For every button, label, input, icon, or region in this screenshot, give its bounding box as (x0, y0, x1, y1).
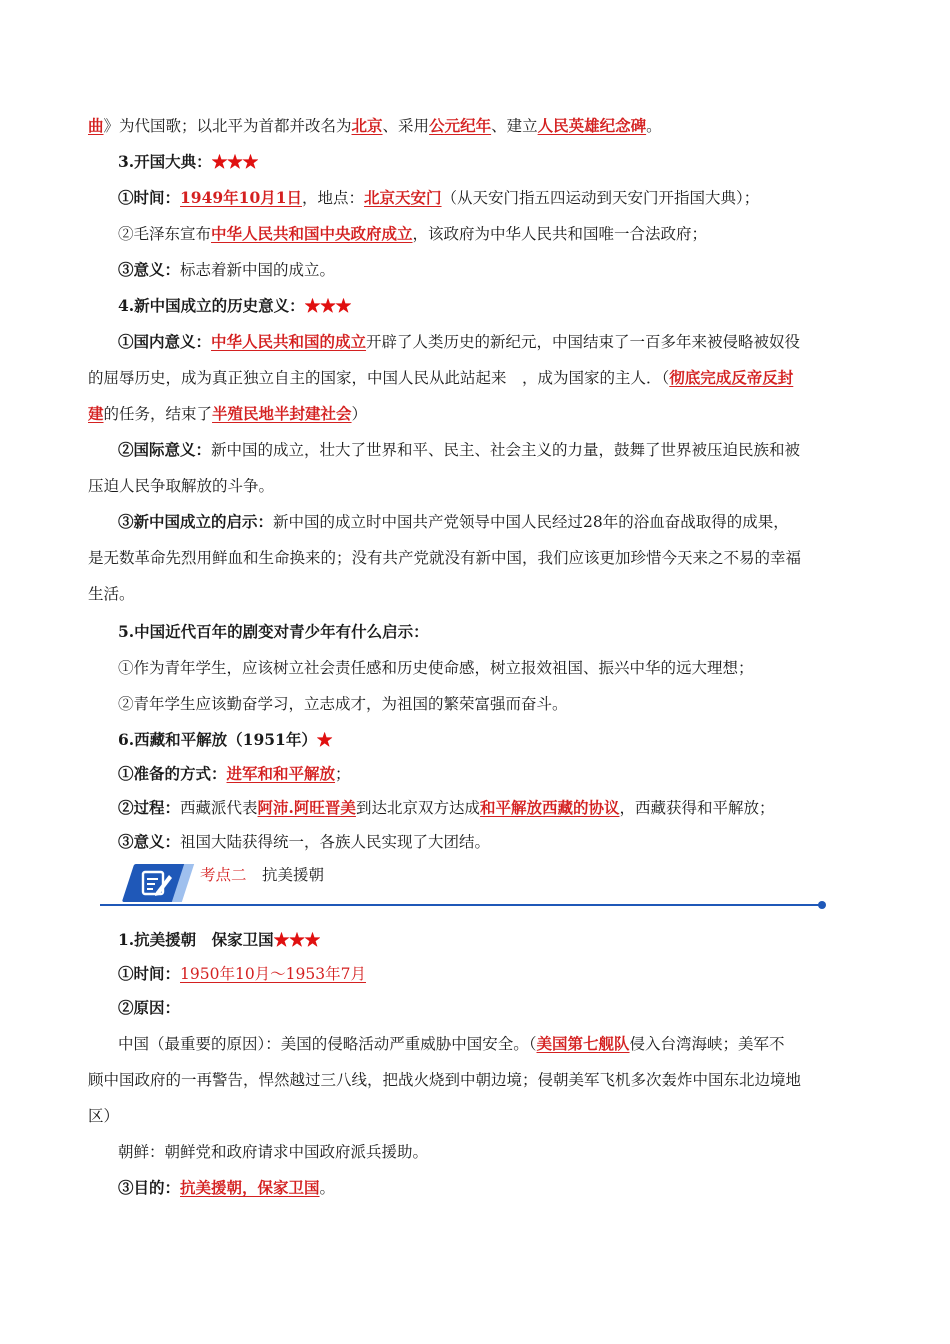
item-label: ①准备的方式： (118, 764, 227, 783)
section-heading (118, 152, 868, 172)
text: ； (335, 765, 351, 783)
paragraph-line (88, 548, 868, 568)
highlight: 彻底完成反帝反封 (669, 368, 794, 387)
highlight: 美国第七舰队 (536, 1034, 630, 1053)
importance-stars: ★★★ (304, 296, 352, 315)
kaodian-name: 抗美援朝 (262, 866, 325, 884)
item-label: ①时间： (118, 188, 181, 207)
highlight: 人民英雄纪念碑 (537, 116, 647, 135)
list-item (118, 658, 868, 678)
highlight: 北京天安门 (364, 188, 442, 207)
heading-text: 3.开国大典： (118, 152, 212, 171)
item-label: ②过程： (118, 798, 181, 817)
list-item (118, 798, 868, 818)
text: 标志着新中国的成立。 (180, 261, 336, 279)
kaodian-title (200, 865, 324, 885)
highlight: 抗美援朝，保家卫国 (180, 1178, 320, 1197)
text: 区） (88, 1107, 120, 1125)
paragraph-line (88, 584, 868, 604)
item-label: ③新中国成立的启示： (118, 512, 274, 531)
item-label: ①国内意义： (118, 332, 212, 351)
highlight: 北京 (351, 116, 383, 135)
paragraph-line (88, 1106, 868, 1126)
text: ②青年学生应该勤奋学习，立志成才，为祖国的繁荣富强而奋斗。 (118, 695, 568, 713)
text: 中国（最重要的原因）：美国的侵略活动严重威胁中国安全。（ (118, 1035, 537, 1053)
text: ，地点： (302, 189, 365, 207)
text: 新中国的成立时中国共产党领导中国人民经过28年的浴血奋战取得的成果， (273, 513, 789, 531)
text: 西藏派代表 (180, 799, 258, 817)
text: 侵入台湾海峡；美军不 (629, 1035, 785, 1053)
paragraph-line (88, 476, 868, 496)
text: 新中国的成立，壮大了世界和平、民主、社会主义的力量，鼓舞了世界被压迫民族和被 (211, 441, 801, 459)
highlight: 1949年10月1日 (180, 188, 303, 207)
highlight: 和平解放西藏的协议 (479, 798, 620, 817)
text: ①作为青年学生，应该树立社会责任感和历史使命感，树立报效祖国、振兴中华的远大理想； (118, 659, 754, 677)
heading-text: 5.中国近代百年的剧变对青少年有什么启示： (118, 622, 429, 641)
highlight: 建 (88, 404, 104, 423)
highlight: 1950年10月～1953年7月 (180, 965, 366, 983)
text: 是无数革命先烈用鲜血和生命换来的；没有共产党就没有新中国，我们应该更加珍惜今天来之不易的幸福 (88, 549, 802, 567)
heading-text: 1.抗美援朝 保家卫国 (118, 930, 274, 949)
text: 的任务，结束了 (103, 405, 213, 423)
paragraph-line (118, 440, 868, 460)
text: 、建立 (491, 117, 538, 135)
paragraph-line (88, 368, 868, 388)
section-heading (118, 296, 868, 316)
section-heading (118, 730, 868, 750)
text: ，西藏获得和平解放； (619, 799, 775, 817)
text: 。 (646, 117, 662, 135)
divider-endpoint (818, 901, 826, 909)
divider (100, 904, 822, 906)
list-item (118, 188, 868, 208)
text: 朝鲜：朝鲜党和政府请求中国政府派兵援助。 (118, 1143, 429, 1161)
text: 、采用 (382, 117, 430, 135)
item-label: ②国际意义： (118, 440, 212, 459)
list-item (118, 764, 868, 784)
list-item (118, 832, 868, 852)
section-heading (118, 930, 868, 950)
highlight: 阿沛.阿旺晋美 (257, 798, 356, 817)
list-item (118, 1178, 868, 1198)
text: 压迫人民争取解放的斗争。 (88, 477, 275, 495)
importance-stars: ★★★ (211, 152, 259, 171)
kaodian-number: 考点二 (200, 866, 247, 884)
text: 》为代国歌；以北平为首都并改名为 (103, 117, 352, 135)
paragraph-line (118, 1142, 868, 1162)
paragraph-line (88, 1070, 868, 1090)
text: 到达北京双方达成 (355, 799, 480, 817)
text: 开辟了人类历史的新纪元，中国结束了一百多年来被侵略被奴役 (366, 333, 801, 351)
paragraph-line (118, 512, 868, 532)
kaodian-banner (100, 864, 830, 910)
item-label: ③目的： (118, 1178, 181, 1197)
list-item (118, 694, 868, 714)
importance-stars: ★ (316, 730, 333, 749)
item-label: ③意义： (118, 260, 181, 279)
paragraph-line (118, 1034, 868, 1054)
highlight: 进军和和平解放 (226, 764, 336, 783)
anthem-capital-line (88, 116, 868, 136)
text: ） (351, 405, 368, 423)
list-item (118, 260, 868, 280)
list-item (118, 998, 868, 1018)
highlight: 曲 (88, 116, 104, 135)
heading-text: 6.西藏和平解放（1951年） (118, 730, 317, 749)
text: 。 (319, 1179, 336, 1197)
list-item (118, 964, 868, 984)
paragraph-line (118, 332, 868, 352)
text: ，该政府为中华人民共和国唯一合法政府； (412, 225, 708, 243)
heading-text: 4.新中国成立的历史意义： (118, 296, 305, 315)
text: 生活。 (88, 585, 135, 603)
section-heading (118, 622, 868, 642)
highlight: 公元纪年 (429, 116, 492, 135)
highlight: 半殖民地半封建社会 (212, 404, 352, 423)
item-label: ③意义： (118, 832, 181, 851)
text: 祖国大陆获得统一，各族人民实现了大团结。 (180, 833, 491, 851)
highlight: 中华人民共和国的成立 (211, 332, 367, 351)
highlight: 中华人民共和国中央政府成立 (211, 224, 413, 243)
importance-stars: ★★★ (273, 930, 321, 949)
item-label: ①时间： (118, 964, 181, 983)
text: 的屈辱历史，成为真正独立自主的国家，中国人民从此站起来 ，成为国家的主人．（ (88, 369, 670, 387)
paragraph-line (88, 404, 868, 424)
item-label: ②原因： (118, 998, 181, 1017)
text: （从天安门指五四运动到天安门开指国大典）； (441, 189, 760, 207)
list-item (118, 224, 868, 244)
text: 顾中国政府的一再警告，悍然越过三八线，把战火烧到中朝边境；侵朝美军飞机多次轰炸中国东北边境地 (88, 1071, 802, 1089)
text: ②毛泽东宣布 (118, 225, 212, 243)
